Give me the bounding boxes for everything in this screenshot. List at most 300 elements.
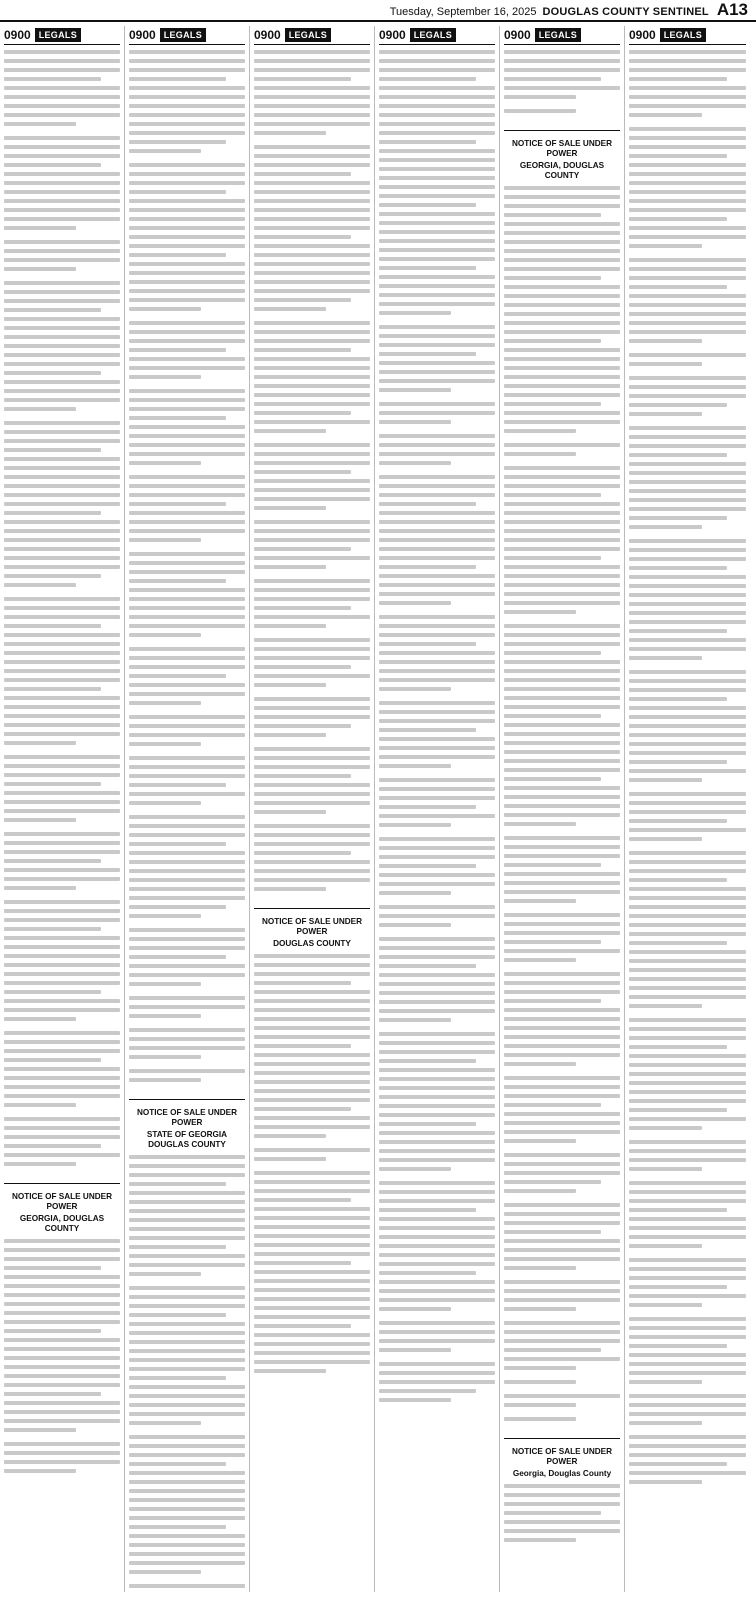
text-line-placeholder xyxy=(379,991,495,995)
text-line-placeholder xyxy=(379,140,476,144)
text-line-placeholder xyxy=(629,611,746,615)
text-line-placeholder xyxy=(4,335,120,339)
text-line-placeholder xyxy=(4,163,101,167)
text-line-placeholder xyxy=(379,719,495,723)
text-line-placeholder xyxy=(254,289,370,293)
text-line-placeholder xyxy=(504,610,576,614)
text-line-placeholder xyxy=(129,50,245,54)
text-line-placeholder xyxy=(379,574,495,578)
text-line-placeholder xyxy=(4,556,120,560)
text-line-placeholder xyxy=(629,59,746,63)
text-line-placeholder xyxy=(504,1085,620,1089)
text-line-placeholder xyxy=(504,186,620,190)
text-line-placeholder xyxy=(254,869,370,873)
text-line-placeholder xyxy=(379,185,495,189)
text-line-placeholder xyxy=(504,981,620,985)
text-line-placeholder xyxy=(504,669,620,673)
text-line-placeholder xyxy=(629,1453,746,1457)
text-line-placeholder xyxy=(379,370,495,374)
text-line-placeholder xyxy=(379,1122,476,1126)
text-line-placeholder xyxy=(504,204,620,208)
text-line-placeholder xyxy=(129,1421,201,1425)
text-line-placeholder xyxy=(129,624,245,628)
text-line-placeholder xyxy=(129,633,201,637)
text-line-placeholder xyxy=(254,887,326,891)
text-line-placeholder xyxy=(254,774,351,778)
notice-divider xyxy=(129,1099,245,1100)
text-line-placeholder xyxy=(254,1171,370,1175)
text-line-placeholder xyxy=(129,95,245,99)
text-line-placeholder xyxy=(504,1112,620,1116)
text-line-placeholder xyxy=(504,402,601,406)
text-line-placeholder xyxy=(4,95,120,99)
text-line-placeholder xyxy=(504,222,620,226)
text-line-placeholder xyxy=(629,1158,746,1162)
text-line-placeholder xyxy=(379,651,495,655)
text-line-placeholder xyxy=(254,1080,370,1084)
text-line-placeholder xyxy=(129,656,245,660)
text-line-placeholder xyxy=(254,429,326,433)
text-line-placeholder xyxy=(4,818,76,822)
text-line-placeholder xyxy=(254,981,351,985)
notice-jurisdiction: Georgia, Douglas County xyxy=(512,1469,612,1478)
text-line-placeholder xyxy=(629,760,727,764)
text-line-placeholder xyxy=(504,1298,620,1302)
text-line-placeholder xyxy=(254,452,370,456)
text-line-placeholder xyxy=(504,1493,620,1497)
text-line-placeholder xyxy=(629,706,746,710)
text-line-placeholder xyxy=(379,352,476,356)
text-line-placeholder xyxy=(504,660,620,664)
text-line-placeholder xyxy=(4,113,120,117)
text-line-placeholder xyxy=(4,1153,120,1157)
text-line-placeholder xyxy=(379,1371,495,1375)
text-line-placeholder xyxy=(629,837,702,841)
text-line-placeholder xyxy=(4,859,101,863)
text-line-placeholder xyxy=(629,412,702,416)
text-line-placeholder xyxy=(129,1037,245,1041)
text-line-placeholder xyxy=(629,679,746,683)
text-line-placeholder xyxy=(129,1173,245,1177)
text-line-placeholder xyxy=(129,484,245,488)
text-line-placeholder xyxy=(129,1331,245,1335)
text-line-placeholder xyxy=(4,1058,101,1062)
text-line-placeholder xyxy=(629,86,746,90)
text-line-placeholder xyxy=(629,154,727,158)
text-line-placeholder xyxy=(129,511,245,515)
text-line-placeholder xyxy=(4,963,120,967)
text-line-placeholder xyxy=(4,1338,120,1342)
text-line-placeholder xyxy=(379,764,451,768)
text-line-placeholder xyxy=(254,579,370,583)
text-line-placeholder xyxy=(4,972,120,976)
text-line-placeholder xyxy=(129,443,245,447)
text-line-placeholder xyxy=(254,375,370,379)
text-line-placeholder xyxy=(629,968,746,972)
text-line-placeholder xyxy=(629,1412,746,1416)
text-line-placeholder xyxy=(129,1254,245,1258)
text-line-placeholder xyxy=(254,810,326,814)
text-line-placeholder xyxy=(254,706,370,710)
text-line-placeholder xyxy=(129,647,245,651)
text-line-placeholder xyxy=(379,905,495,909)
paragraph-gap xyxy=(254,896,370,901)
text-line-placeholder xyxy=(254,131,326,135)
text-line-placeholder xyxy=(629,1344,727,1348)
legal-column xyxy=(504,26,625,1592)
text-line-placeholder xyxy=(254,1189,370,1193)
text-line-placeholder xyxy=(629,163,746,167)
text-line-placeholder xyxy=(254,1198,351,1202)
text-line-placeholder xyxy=(629,1072,746,1076)
text-line-placeholder xyxy=(379,855,495,859)
text-line-placeholder xyxy=(504,1366,576,1370)
text-line-placeholder xyxy=(129,475,245,479)
text-line-placeholder xyxy=(504,240,620,244)
text-line-placeholder xyxy=(629,1167,702,1171)
text-line-placeholder xyxy=(4,1049,120,1053)
text-line-placeholder xyxy=(379,678,495,682)
text-line-placeholder xyxy=(254,878,370,882)
text-line-placeholder xyxy=(629,1317,746,1321)
text-line-placeholder xyxy=(379,1104,495,1108)
text-line-placeholder xyxy=(254,999,370,1003)
text-line-placeholder xyxy=(129,946,245,950)
text-line-placeholder xyxy=(4,380,120,384)
text-line-placeholder xyxy=(379,1009,495,1013)
text-line-placeholder xyxy=(629,1199,746,1203)
text-line-placeholder xyxy=(254,59,370,63)
text-line-placeholder xyxy=(4,421,120,425)
text-line-placeholder xyxy=(254,547,351,551)
text-line-placeholder xyxy=(129,597,245,601)
text-line-placeholder xyxy=(129,896,245,900)
text-line-placeholder xyxy=(379,1158,495,1162)
text-line-placeholder xyxy=(504,583,620,587)
text-line-placeholder xyxy=(129,701,201,705)
text-line-placeholder xyxy=(629,959,746,963)
text-line-placeholder xyxy=(629,444,746,448)
text-line-placeholder xyxy=(379,937,495,941)
text-line-placeholder xyxy=(4,1085,120,1089)
text-line-placeholder xyxy=(129,434,245,438)
text-line-placeholder xyxy=(504,1035,620,1039)
text-line-placeholder xyxy=(129,1191,245,1195)
text-line-placeholder xyxy=(379,864,476,868)
text-line-placeholder xyxy=(129,321,245,325)
text-line-placeholder xyxy=(4,1356,120,1360)
text-line-placeholder xyxy=(129,520,245,524)
text-line-placeholder xyxy=(379,529,495,533)
text-line-placeholder xyxy=(4,199,120,203)
text-line-placeholder xyxy=(629,584,746,588)
text-line-placeholder xyxy=(504,890,620,894)
text-line-placeholder xyxy=(629,1480,702,1484)
text-line-placeholder xyxy=(379,592,495,596)
text-line-placeholder xyxy=(129,199,245,203)
text-line-placeholder xyxy=(629,941,727,945)
text-line-placeholder xyxy=(379,86,495,90)
text-line-placeholder xyxy=(379,194,495,198)
text-line-placeholder xyxy=(129,1078,201,1082)
notice-body-unreadable xyxy=(254,953,370,1384)
text-line-placeholder xyxy=(129,1164,245,1168)
text-line-placeholder xyxy=(254,217,370,221)
text-line-placeholder xyxy=(254,339,370,343)
text-line-placeholder xyxy=(379,1113,495,1117)
text-line-placeholder xyxy=(629,742,746,746)
text-line-placeholder xyxy=(129,226,245,230)
text-line-placeholder xyxy=(379,633,495,637)
text-line-placeholder xyxy=(629,1462,727,1466)
text-line-placeholder xyxy=(504,696,620,700)
notice-body-unreadable xyxy=(379,49,495,1413)
text-line-placeholder xyxy=(379,1095,495,1099)
text-line-placeholder xyxy=(629,1353,746,1357)
text-line-placeholder xyxy=(254,86,370,90)
text-line-placeholder xyxy=(254,972,370,976)
text-line-placeholder xyxy=(129,869,245,873)
text-line-placeholder xyxy=(129,538,201,542)
text-line-placeholder xyxy=(379,334,495,338)
text-line-placeholder xyxy=(629,362,702,366)
text-line-placeholder xyxy=(129,1552,245,1556)
text-line-placeholder xyxy=(129,425,245,429)
text-line-placeholder xyxy=(379,50,495,54)
text-line-placeholder xyxy=(4,615,120,619)
text-line-placeholder xyxy=(379,158,495,162)
text-line-placeholder xyxy=(254,235,351,239)
text-line-placeholder xyxy=(379,660,495,664)
text-line-placeholder xyxy=(254,1044,351,1048)
text-line-placeholder xyxy=(4,190,120,194)
text-line-placeholder xyxy=(629,724,746,728)
text-line-placeholder xyxy=(629,385,746,389)
text-line-placeholder xyxy=(129,366,245,370)
text-line-placeholder xyxy=(4,326,120,330)
text-line-placeholder xyxy=(129,1046,245,1050)
text-line-placeholder xyxy=(254,1252,370,1256)
text-line-placeholder xyxy=(4,1293,120,1297)
text-line-placeholder xyxy=(254,208,370,212)
text-line-placeholder xyxy=(4,344,120,348)
text-line-placeholder xyxy=(4,1401,120,1405)
text-line-placeholder xyxy=(4,389,120,393)
text-line-placeholder xyxy=(4,1320,120,1324)
text-line-placeholder xyxy=(4,841,120,845)
text-line-placeholder xyxy=(4,1017,76,1021)
text-line-placeholder xyxy=(504,786,620,790)
text-line-placeholder xyxy=(504,348,620,352)
text-line-placeholder xyxy=(629,498,746,502)
text-line-placeholder xyxy=(4,1410,120,1414)
text-line-placeholder xyxy=(629,258,746,262)
text-line-placeholder xyxy=(629,977,746,981)
text-line-placeholder xyxy=(379,212,495,216)
text-line-placeholder xyxy=(629,1285,727,1289)
text-line-placeholder xyxy=(4,520,120,524)
text-line-placeholder xyxy=(504,958,576,962)
text-line-placeholder xyxy=(379,1262,495,1266)
text-line-placeholder xyxy=(629,226,746,230)
text-line-placeholder xyxy=(254,615,370,619)
text-line-placeholder xyxy=(4,1239,120,1243)
text-line-placeholder xyxy=(4,317,120,321)
text-line-placeholder xyxy=(504,1130,620,1134)
text-line-placeholder xyxy=(629,923,746,927)
text-line-placeholder xyxy=(129,1453,245,1457)
text-line-placeholder xyxy=(504,1266,576,1270)
text-line-placeholder xyxy=(129,1227,245,1231)
text-line-placeholder xyxy=(504,990,620,994)
text-line-placeholder xyxy=(379,891,451,895)
notice-divider xyxy=(504,1438,620,1439)
text-line-placeholder xyxy=(504,795,620,799)
text-line-placeholder xyxy=(129,1245,226,1249)
text-line-placeholder xyxy=(629,321,746,325)
text-line-placeholder xyxy=(379,1181,495,1185)
text-line-placeholder xyxy=(629,1018,746,1022)
text-line-placeholder xyxy=(129,1534,245,1538)
text-line-placeholder xyxy=(379,266,476,270)
text-line-placeholder xyxy=(504,1026,620,1030)
text-line-placeholder xyxy=(504,1171,620,1175)
text-line-placeholder xyxy=(629,353,746,357)
paragraph-gap xyxy=(504,118,620,123)
text-line-placeholder xyxy=(379,882,495,886)
text-line-placeholder xyxy=(129,1069,245,1073)
text-line-placeholder xyxy=(629,1036,746,1040)
text-line-placeholder xyxy=(504,854,620,858)
text-line-placeholder xyxy=(379,411,495,415)
text-line-placeholder xyxy=(4,1275,120,1279)
text-line-placeholder xyxy=(379,615,495,619)
text-line-placeholder xyxy=(129,833,245,837)
text-line-placeholder xyxy=(379,59,495,63)
text-line-placeholder xyxy=(504,249,620,253)
text-line-placeholder xyxy=(254,1369,326,1373)
text-line-placeholder xyxy=(629,860,746,864)
text-line-placeholder xyxy=(504,484,620,488)
text-line-placeholder xyxy=(254,697,370,701)
text-line-placeholder xyxy=(504,529,620,533)
text-line-placeholder xyxy=(4,999,120,1003)
text-line-placeholder xyxy=(379,1289,495,1293)
legal-column xyxy=(629,26,750,1592)
text-line-placeholder xyxy=(629,1326,746,1330)
text-line-placeholder xyxy=(4,642,120,646)
text-line-placeholder xyxy=(129,928,245,932)
notice-body-unreadable xyxy=(4,1238,120,1484)
text-line-placeholder xyxy=(504,565,620,569)
text-line-placeholder xyxy=(4,547,120,551)
text-line-placeholder xyxy=(629,1276,746,1280)
text-line-placeholder xyxy=(254,172,351,176)
text-line-placeholder xyxy=(629,77,727,81)
text-line-placeholder xyxy=(254,122,370,126)
text-line-placeholder xyxy=(4,68,120,72)
text-line-placeholder xyxy=(129,1516,245,1520)
text-line-placeholder xyxy=(379,565,476,569)
text-line-placeholder xyxy=(4,154,120,158)
text-line-placeholder xyxy=(379,248,495,252)
text-line-placeholder xyxy=(379,1041,495,1045)
text-line-placeholder xyxy=(129,217,245,221)
text-line-placeholder xyxy=(4,267,76,271)
text-line-placeholder xyxy=(629,50,746,54)
text-line-placeholder xyxy=(629,1394,746,1398)
text-line-placeholder xyxy=(379,77,476,81)
text-line-placeholder xyxy=(4,493,120,497)
text-line-placeholder xyxy=(4,145,120,149)
legal-notice xyxy=(504,139,620,1439)
text-line-placeholder xyxy=(129,579,226,583)
text-line-placeholder xyxy=(254,321,370,325)
text-line-placeholder xyxy=(129,792,245,796)
text-line-placeholder xyxy=(129,914,201,918)
text-line-placeholder xyxy=(379,131,495,135)
text-line-placeholder xyxy=(629,647,746,651)
text-line-placeholder xyxy=(379,846,495,850)
text-line-placeholder xyxy=(379,434,495,438)
text-line-placeholder xyxy=(4,678,120,682)
text-line-placeholder xyxy=(629,294,746,298)
notice-title: NOTICE OF SALE UNDER POWER xyxy=(11,1192,113,1211)
text-line-placeholder xyxy=(629,190,746,194)
legal-notice xyxy=(254,49,370,909)
text-line-placeholder xyxy=(379,710,495,714)
text-line-placeholder xyxy=(4,714,120,718)
notice-body-unreadable xyxy=(504,49,620,124)
text-line-placeholder xyxy=(629,801,746,805)
text-line-placeholder xyxy=(504,547,620,551)
text-line-placeholder xyxy=(504,502,620,506)
text-line-placeholder xyxy=(129,1394,245,1398)
text-line-placeholder xyxy=(504,1538,576,1542)
text-line-placeholder xyxy=(504,493,601,497)
text-line-placeholder xyxy=(379,275,495,279)
text-line-placeholder xyxy=(379,1217,495,1221)
text-line-placeholder xyxy=(504,475,620,479)
text-line-placeholder xyxy=(379,443,495,447)
text-line-placeholder xyxy=(379,113,495,117)
text-line-placeholder xyxy=(254,756,370,760)
text-line-placeholder xyxy=(629,403,727,407)
text-line-placeholder xyxy=(504,330,620,334)
legal-column xyxy=(379,26,500,1592)
text-line-placeholder xyxy=(629,548,746,552)
text-line-placeholder xyxy=(254,665,351,669)
paragraph-gap xyxy=(4,1171,120,1176)
text-line-placeholder xyxy=(4,732,120,736)
text-line-placeholder xyxy=(254,556,370,560)
text-line-placeholder xyxy=(504,213,601,217)
text-line-placeholder xyxy=(504,633,620,637)
text-line-placeholder xyxy=(379,1131,495,1135)
text-line-placeholder xyxy=(254,1225,370,1229)
text-line-placeholder xyxy=(629,453,727,457)
text-line-placeholder xyxy=(254,1089,370,1093)
text-line-placeholder xyxy=(129,1444,245,1448)
text-line-placeholder xyxy=(379,973,495,977)
text-line-placeholder xyxy=(4,1442,120,1446)
text-line-placeholder xyxy=(504,899,576,903)
text-line-placeholder xyxy=(129,824,245,828)
text-line-placeholder xyxy=(629,575,746,579)
legal-notice xyxy=(379,49,495,1413)
masthead xyxy=(0,0,756,22)
text-line-placeholder xyxy=(379,1253,495,1257)
